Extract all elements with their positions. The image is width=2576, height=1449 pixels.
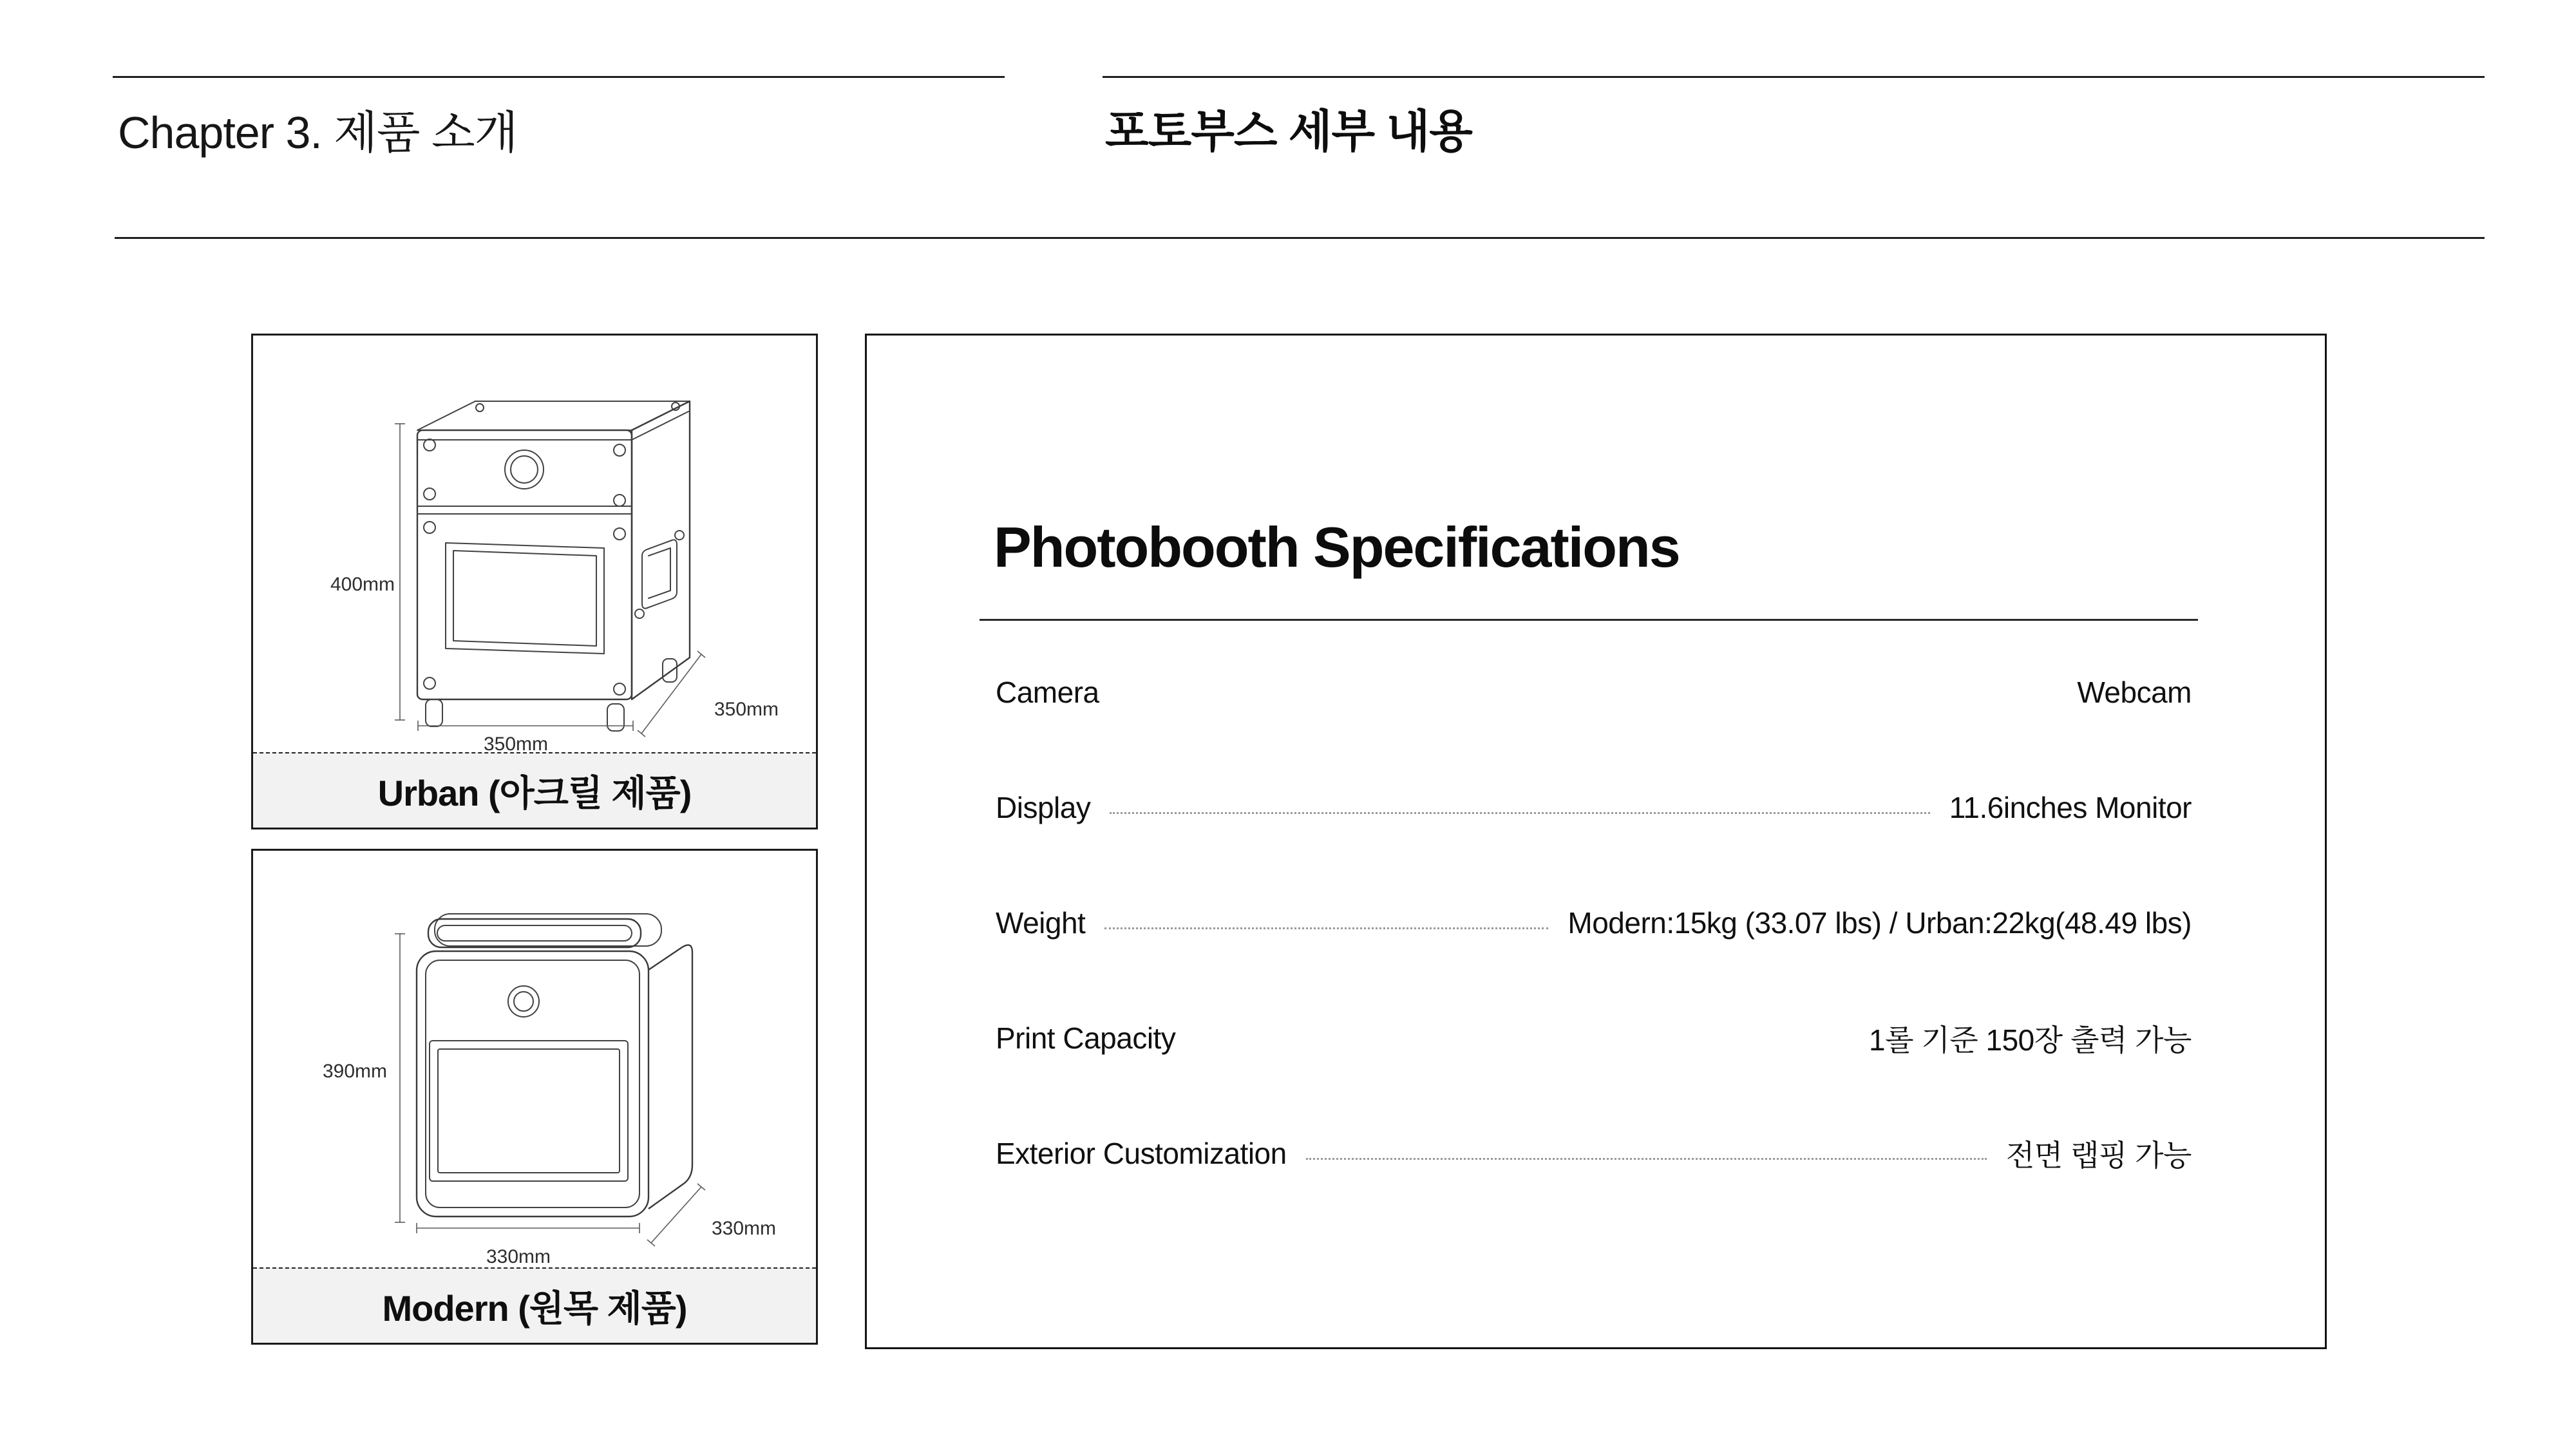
urban-front-face bbox=[417, 430, 632, 699]
spec-label: Weight bbox=[996, 905, 1086, 940]
spec-row-display bbox=[996, 750, 2192, 865]
spec-row-weight bbox=[996, 865, 2192, 980]
modern-depth-dim-label: 330mm bbox=[712, 1218, 777, 1239]
header-rule-left bbox=[113, 76, 1005, 78]
spec-label: Exterior Customization bbox=[996, 1136, 1287, 1170]
urban-height-dim-label: 400mm bbox=[330, 574, 395, 595]
page-title: 포토부스 세부 내용 bbox=[1105, 106, 1472, 156]
spec-value: 전면 랩핑 가능 bbox=[2005, 1138, 2192, 1172]
urban-width-dim-label: 350mm bbox=[483, 734, 549, 752]
spec-label: Print Capacity bbox=[996, 1021, 1176, 1055]
screen-window bbox=[446, 543, 604, 654]
spec-label: Display bbox=[996, 790, 1091, 824]
spec-row-exterior-customization bbox=[996, 1095, 2192, 1211]
spec-row-camera bbox=[996, 634, 2192, 750]
modern-booth-drawing bbox=[253, 851, 815, 1267]
urban-depth-dim-label: 350mm bbox=[714, 699, 779, 720]
urban-side-face bbox=[632, 401, 690, 699]
spec-panel bbox=[865, 334, 2327, 1349]
urban-product-card bbox=[251, 334, 818, 829]
urban-caption bbox=[253, 752, 816, 828]
spec-value: Modern:15kg (33.07 lbs) / Urban:22kg(48.49 lbs) bbox=[1567, 905, 2192, 940]
modern-side-face bbox=[649, 945, 692, 1209]
urban-booth-drawing bbox=[253, 336, 815, 752]
modern-front-face bbox=[417, 951, 649, 1217]
spec-value: 11.6inches Monitor bbox=[1949, 790, 2192, 824]
spec-title: Photobooth Specifications bbox=[994, 515, 1680, 579]
modern-caption-label: Modern (원목 제품) bbox=[382, 1287, 687, 1329]
urban-dimensions bbox=[330, 424, 779, 752]
camera-lens bbox=[505, 450, 544, 489]
spec-title-underline bbox=[980, 619, 2198, 621]
spec-rows bbox=[996, 634, 2192, 1211]
dotted-leader bbox=[1306, 1158, 1987, 1160]
spec-value: Webcam bbox=[2077, 675, 2192, 709]
urban-caption-label: Urban (아크릴 제품) bbox=[377, 772, 692, 813]
modern-product-card bbox=[251, 849, 818, 1345]
spec-row-print-capacity bbox=[996, 980, 2192, 1095]
modern-lid-handle bbox=[428, 914, 661, 947]
dotted-leader bbox=[1104, 927, 1548, 929]
modern-caption bbox=[253, 1267, 816, 1343]
dotted-leader bbox=[1110, 812, 1929, 814]
header-rule-right bbox=[1103, 76, 2485, 78]
modern-width-dim-label: 330mm bbox=[486, 1246, 551, 1267]
header-rule-bottom bbox=[115, 237, 2485, 239]
modern-height-dim-label: 390mm bbox=[322, 1061, 388, 1082]
camera-lens bbox=[508, 986, 539, 1017]
spec-label: Camera bbox=[996, 675, 1099, 709]
screen-window bbox=[430, 1041, 628, 1181]
urban-lid bbox=[417, 401, 690, 440]
chapter-title: Chapter 3. 제품 소개 bbox=[118, 108, 518, 158]
spec-value: 1롤 기준 150장 출력 가능 bbox=[1869, 1023, 2192, 1057]
